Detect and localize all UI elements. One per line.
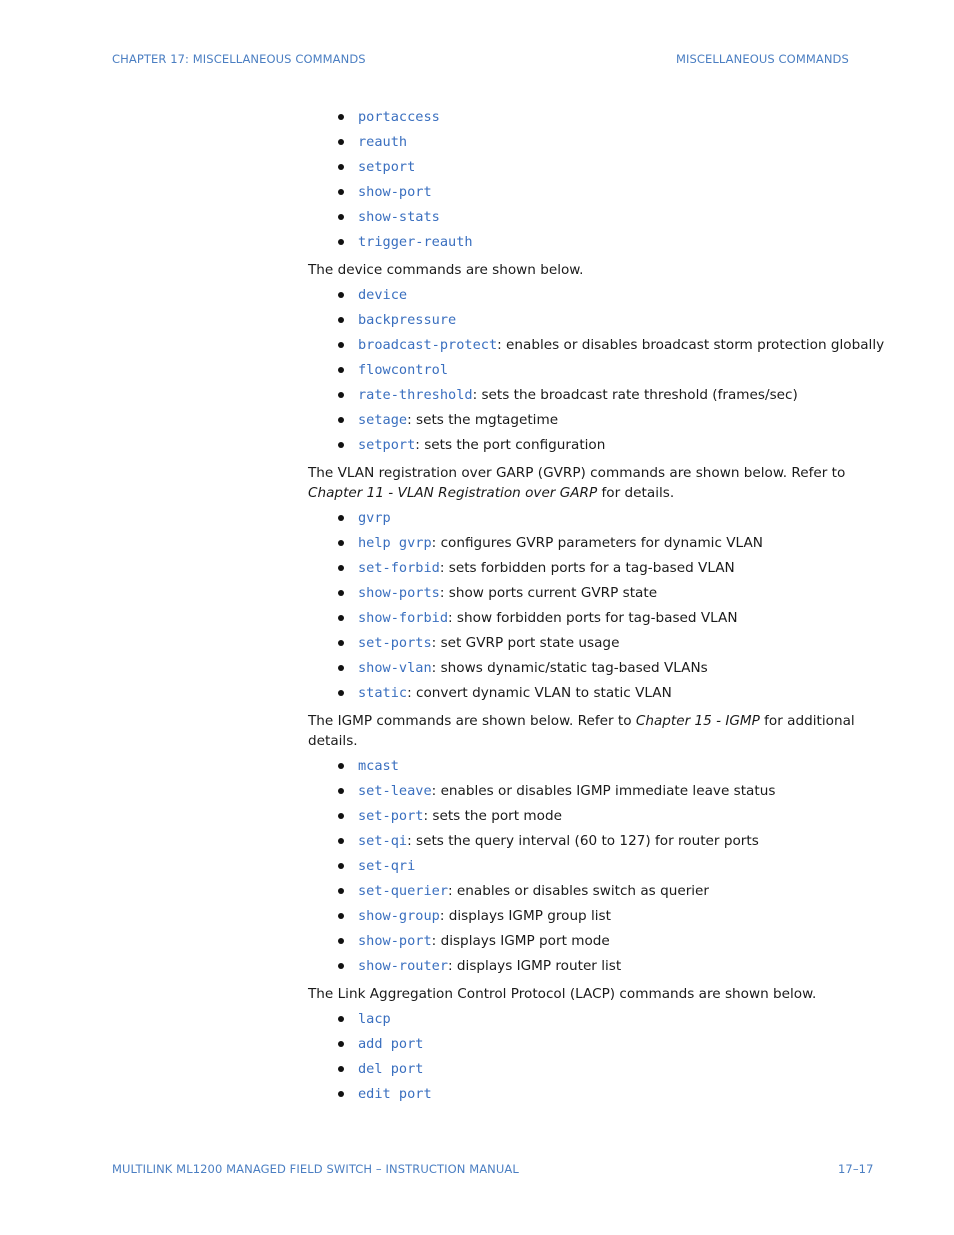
- list-item: [308, 205, 878, 230]
- command-link[interactable]: show-port: [358, 933, 432, 949]
- command-link[interactable]: portaccess: [358, 109, 440, 125]
- command-description: : set GVRP port state usage: [431, 635, 620, 651]
- command-link[interactable]: setport: [358, 159, 416, 175]
- list-item: [308, 929, 878, 954]
- command-link[interactable]: show-ports: [358, 585, 440, 601]
- bullet-icon: [338, 763, 344, 769]
- command-link[interactable]: static: [358, 685, 408, 701]
- bullet-icon: [338, 863, 344, 869]
- bullet-icon: [338, 690, 344, 696]
- list-item: [308, 408, 878, 433]
- bullet-icon: [338, 317, 344, 323]
- bullet-icon: [338, 367, 344, 373]
- command-link[interactable]: show-group: [358, 908, 440, 924]
- list-item: [308, 656, 878, 681]
- command-link[interactable]: show-stats: [358, 209, 440, 225]
- list-item: [308, 606, 878, 631]
- command-description: : enables or disables IGMP immediate leave status: [431, 783, 776, 799]
- command-description: : shows dynamic/static tag-based VLANs: [431, 660, 708, 676]
- command-description: : show ports current GVRP state: [439, 585, 658, 601]
- bullet-icon: [338, 565, 344, 571]
- list-item: [308, 283, 878, 308]
- running-header-left: CHAPTER 17: MISCELLANEOUS COMMANDS: [112, 52, 366, 66]
- command-link[interactable]: del port: [358, 1061, 424, 1077]
- bullet-icon: [338, 292, 344, 298]
- list-item: [308, 105, 878, 130]
- bullet-list-lacp: [308, 1007, 878, 1107]
- bullet-icon: [338, 615, 344, 621]
- command-link[interactable]: edit port: [358, 1086, 432, 1102]
- command-description: : displays IGMP group list: [439, 908, 611, 924]
- list-item: [308, 180, 878, 205]
- command-link[interactable]: device: [358, 287, 408, 303]
- list-item: [308, 681, 878, 706]
- command-description: : enables or disables broadcast storm protection globally: [497, 337, 885, 353]
- list-item: [308, 854, 878, 879]
- list-item: [308, 1082, 878, 1107]
- running-header-right: MISCELLANEOUS COMMANDS: [676, 52, 849, 66]
- bullet-icon: [338, 540, 344, 546]
- list-item: [308, 556, 878, 581]
- bullet-icon: [338, 838, 344, 844]
- list-item: [308, 954, 878, 979]
- command-description: : enables or disables switch as querier: [448, 883, 710, 899]
- list-item: [308, 804, 878, 829]
- gvrp-intro-tail: for details.: [597, 485, 675, 501]
- list-item: [308, 879, 878, 904]
- list-item: [308, 904, 878, 929]
- bullet-list-igmp: [308, 754, 878, 979]
- bullet-icon: [338, 963, 344, 969]
- list-item: [308, 130, 878, 155]
- command-description: : displays IGMP port mode: [431, 933, 610, 949]
- lacp-intro-text: The Link Aggregation Control Protocol (LACP) commands are shown below.: [308, 986, 817, 1002]
- list-item: [308, 230, 878, 255]
- igmp-intro-text: The IGMP commands are shown below. Refer to: [308, 713, 636, 729]
- bullet-icon: [338, 139, 344, 145]
- list-item: [308, 829, 878, 854]
- device-intro: [308, 260, 878, 280]
- bullet-icon: [338, 164, 344, 170]
- bullet-icon: [338, 813, 344, 819]
- page-number: 17–17: [838, 1162, 874, 1176]
- gvrp-chapter-reference: Chapter 11 - VLAN Registration over GARP: [308, 485, 598, 501]
- command-link[interactable]: lacp: [358, 1011, 391, 1027]
- command-description: : sets the query interval (60 to 127) for router ports: [407, 833, 759, 849]
- igmp-chapter-reference: Chapter 15 - IGMP: [635, 713, 760, 729]
- bullet-list-gvrp: [308, 506, 878, 706]
- bullet-icon: [338, 1066, 344, 1072]
- command-link[interactable]: rate-threshold: [358, 387, 473, 403]
- list-item: [308, 531, 878, 556]
- igmp-intro: [308, 711, 878, 751]
- command-link[interactable]: gvrp: [358, 510, 391, 526]
- command-link[interactable]: show-port: [358, 184, 432, 200]
- bullet-icon: [338, 938, 344, 944]
- bullet-icon: [338, 590, 344, 596]
- command-link[interactable]: set-qri: [358, 858, 416, 874]
- command-description: : sets the mgtagetime: [407, 412, 559, 428]
- command-link[interactable]: add port: [358, 1036, 424, 1052]
- gvrp-intro: [308, 463, 878, 503]
- command-description: : configures GVRP parameters for dynamic VLAN: [431, 535, 763, 551]
- command-link[interactable]: set-leave: [358, 783, 432, 799]
- list-item: [308, 333, 885, 358]
- list-item: [308, 1007, 878, 1032]
- bullet-list-port-access: [308, 105, 878, 255]
- list-item: [308, 1057, 878, 1082]
- bullet-icon: [338, 888, 344, 894]
- bullet-icon: [338, 913, 344, 919]
- bullet-icon: [338, 239, 344, 245]
- command-link[interactable]: show-router: [358, 958, 449, 974]
- command-link[interactable]: set-querier: [358, 883, 449, 899]
- bullet-icon: [338, 1016, 344, 1022]
- command-description: : show forbidden ports for tag-based VLAN: [448, 610, 738, 626]
- device-intro-text: The device commands are shown below.: [308, 262, 584, 278]
- bullet-icon: [338, 788, 344, 794]
- list-item: [308, 1032, 878, 1057]
- command-description: : sets forbidden ports for a tag-based VLAN: [439, 560, 735, 576]
- command-link[interactable]: show-vlan: [358, 660, 432, 676]
- list-item: [308, 754, 878, 779]
- command-link[interactable]: backpressure: [358, 312, 457, 328]
- page-content: [308, 105, 885, 1107]
- command-link[interactable]: trigger-reauth: [358, 234, 473, 250]
- list-item: [308, 383, 878, 408]
- command-description: : sets the port configuration: [415, 437, 606, 453]
- bullet-list-device: [308, 283, 885, 458]
- list-item: [308, 506, 878, 531]
- list-item: [308, 581, 878, 606]
- command-link[interactable]: set-ports: [358, 635, 432, 651]
- command-link[interactable]: set-port: [358, 808, 424, 824]
- command-link[interactable]: set-forbid: [358, 560, 440, 576]
- list-item: [308, 358, 878, 383]
- igmp-intro-tail: for additional details.: [308, 713, 855, 749]
- command-link[interactable]: flowcontrol: [358, 362, 449, 378]
- bullet-icon: [338, 114, 344, 120]
- command-description: : sets the broadcast rate threshold (frames/sec): [472, 387, 798, 403]
- command-link[interactable]: show-forbid: [358, 610, 449, 626]
- command-link[interactable]: set-qi: [358, 833, 408, 849]
- command-link[interactable]: mcast: [358, 758, 399, 774]
- list-item: [308, 433, 878, 458]
- bullet-icon: [338, 1041, 344, 1047]
- command-link[interactable]: setage: [358, 412, 408, 428]
- bullet-icon: [338, 392, 344, 398]
- lacp-intro: [308, 984, 878, 1004]
- bullet-icon: [338, 342, 344, 348]
- bullet-icon: [338, 417, 344, 423]
- bullet-icon: [338, 214, 344, 220]
- command-description: : displays IGMP router list: [448, 958, 622, 974]
- command-link[interactable]: broadcast-protect: [358, 337, 498, 353]
- bullet-icon: [338, 1091, 344, 1097]
- list-item: [308, 631, 878, 656]
- bullet-icon: [338, 515, 344, 521]
- command-description: : sets the port mode: [423, 808, 562, 824]
- command-description: : convert dynamic VLAN to static VLAN: [407, 685, 672, 701]
- list-item: [308, 155, 878, 180]
- command-link[interactable]: reauth: [358, 134, 408, 150]
- gvrp-intro-text: The VLAN registration over GARP (GVRP) commands are shown below. Refer to: [308, 465, 846, 481]
- list-item: [308, 779, 878, 804]
- bullet-icon: [338, 665, 344, 671]
- running-footer-left: MULTILINK ML1200 MANAGED FIELD SWITCH – INSTRUCTION MANUAL: [112, 1162, 519, 1176]
- command-link[interactable]: setport: [358, 437, 416, 453]
- bullet-icon: [338, 640, 344, 646]
- bullet-icon: [338, 189, 344, 195]
- command-link[interactable]: help gvrp: [358, 535, 432, 551]
- bullet-icon: [338, 442, 344, 448]
- list-item: [308, 308, 878, 333]
